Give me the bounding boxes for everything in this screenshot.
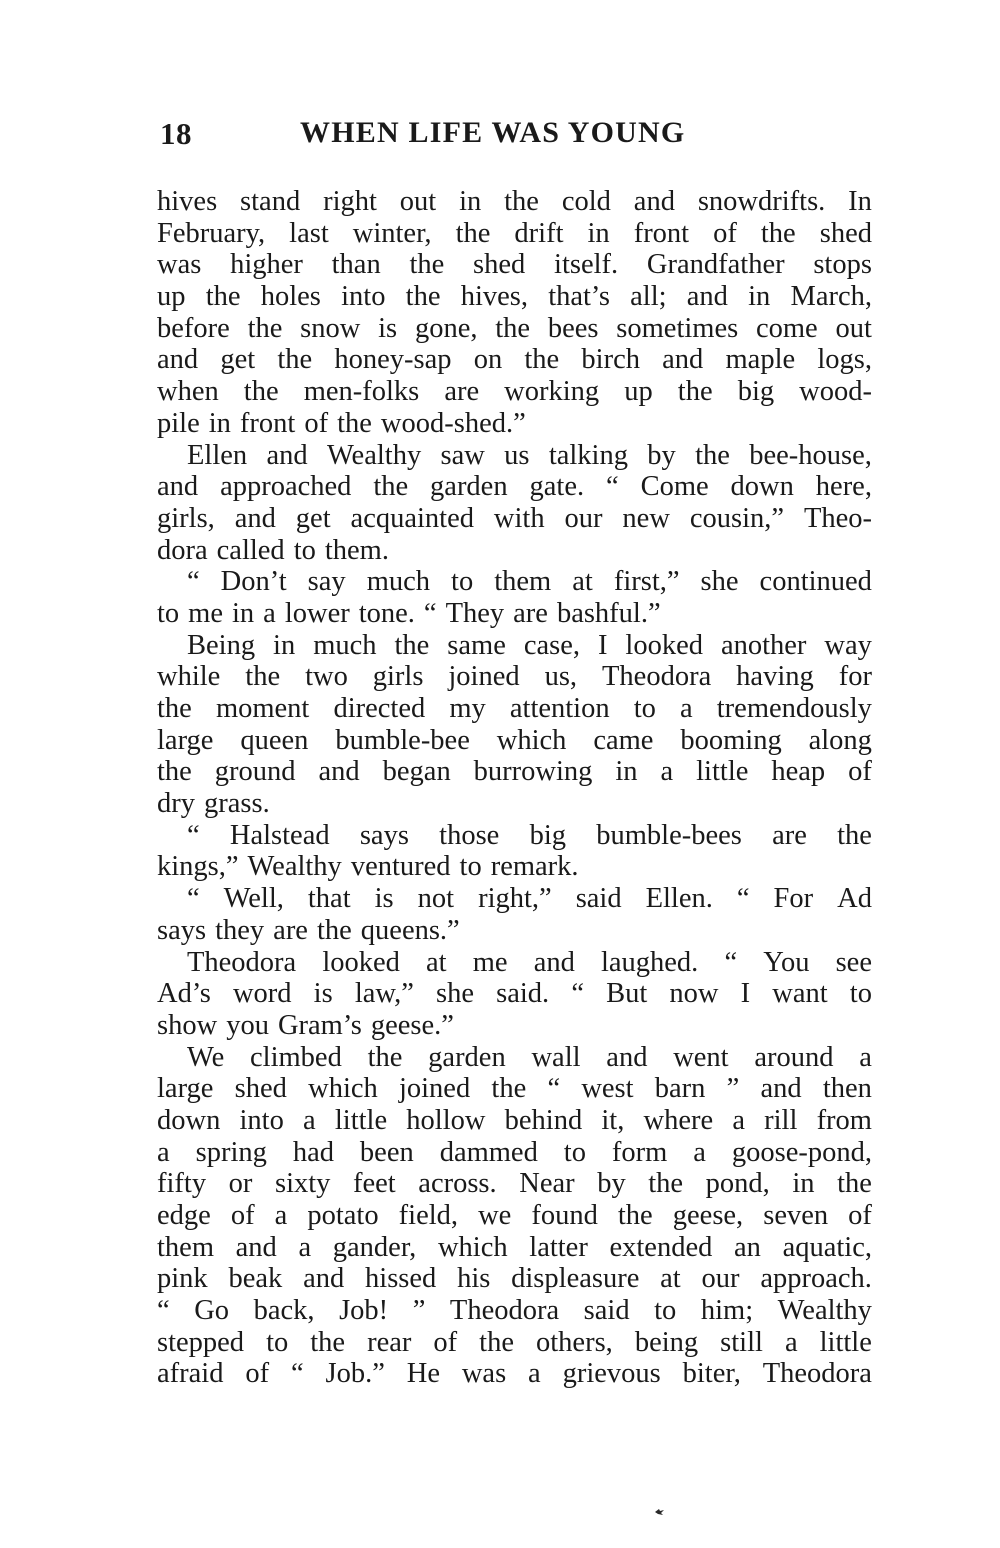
text-line: “ Go back, Job! ” Theodora said to him; Wealthy [157,1295,872,1327]
text-line: show you Gram’s geese.” [157,1009,454,1041]
text-line: and approached the garden gate. “ Come down here, [157,471,872,503]
text-line: afraid of “ Job.” He was a grievous biter, Theodora [157,1358,872,1390]
text-line: large shed which joined the “ west barn ” and then [157,1073,872,1105]
text-line: while the two girls joined us, Theodora having for [157,661,872,693]
text-line: fifty or sixty feet across. Near by the pond, in the [157,1168,872,1200]
text-line: down into a little hollow behind it, where a rill from [157,1104,872,1136]
text-line: the ground and began burrowing in a little heap of [157,756,872,788]
running-title: WHEN LIFE WAS YOUNG [300,116,686,149]
text-line: We climbed the garden wall and went around a [187,1041,872,1073]
text-line: up the holes into the hives, that’s all; and in March, [157,281,872,313]
text-line: Being in much the same case, I looked another way [187,629,872,661]
page-number: 18 [160,116,192,151]
text-line: and get the honey-sap on the birch and maple logs, [157,344,872,376]
text-line: “ Well, that is not right,” said Ellen. “ For Ad [187,883,872,915]
text-line: Ellen and Wealthy saw us talking by the bee-house, [187,439,872,471]
text-line: stepped to the rear of the others, being still a little [157,1326,872,1358]
text-line: Theodora looked at me and laughed. “ You see [187,946,872,978]
text-line: “ Don’t say much to them at first,” she continued [187,566,872,598]
text-line: to me in a lower tone. “ They are bashful.” [157,597,661,629]
text-line: kings,” Wealthy ventured to remark. [157,851,579,883]
text-line: February, last winter, the drift in front of the shed [157,217,872,249]
text-line: large queen bumble-bee which came booming along [157,724,872,756]
text-line: when the men-folks are working up the big wood- [157,376,872,408]
text-line: dora called to them. [157,534,389,566]
text-line: the moment directed my attention to a tremendously [157,693,872,724]
text-line: “ Halstead says those big bumble-bees are the [187,819,872,851]
text-line: says they are the queens.” [157,914,460,946]
text-line: was higher than the shed itself. Grandfather stops [157,249,872,281]
text-line: them and a gander, which latter extended an aquatic, [157,1231,872,1263]
text-line: pink beak and hissed his displeasure at our approach. [157,1263,872,1295]
text-line: before the snow is gone, the bees sometimes come out [157,312,872,344]
text-line: a spring had been dammed to form a goose-pond, [157,1136,872,1168]
text-line: dry grass. [157,788,270,820]
text-line: hives stand right out in the cold and snowdrifts. In [157,186,872,217]
text-line: edge of a potato field, we found the geese, seven of [157,1200,872,1231]
body-text [157,186,872,1390]
text-line: pile in front of the wood-shed.” [157,407,526,439]
text-line: Ad’s word is law,” she said. “ But now I want to [157,978,872,1010]
text-line: girls, and get acquainted with our new cousin,” Theo- [157,502,872,534]
printer-ornament-icon [655,1508,665,1516]
